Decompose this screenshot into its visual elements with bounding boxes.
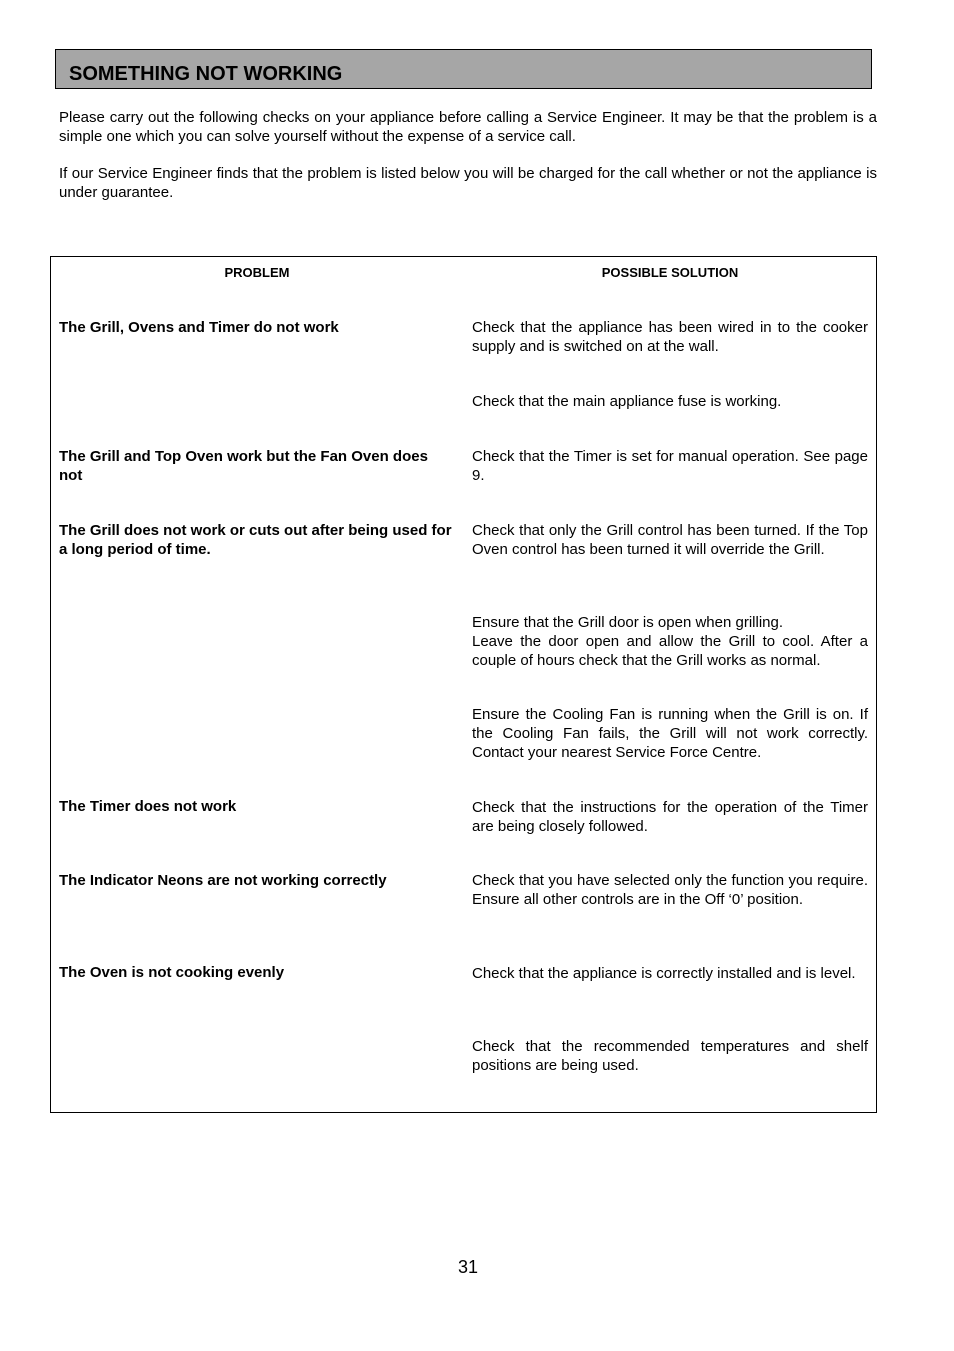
page-title: SOMETHING NOT WORKING [69, 63, 343, 85]
solution-cell: Ensure that the Grill door is open when grilling. [472, 614, 784, 631]
solution-cell: Check that the recommended temperatures and shelf positions are being used. [472, 1038, 868, 1074]
intro-paragraph: Please carry out the following checks on your appliance before calling a Service Engineer. It may be that the problem is a simple one which you can solve yourself without the expense of a service call. [59, 109, 877, 145]
solution-cell: Check that the appliance is correctly installed and is level. [472, 965, 856, 982]
solution-cell: Check that you have selected only the function you require. Ensure all other controls are in the Off ‘0’ position. [472, 872, 868, 908]
problem-cell: The Oven is not cooking evenly [59, 964, 285, 981]
intro-paragraph: If our Service Engineer finds that the problem is listed below you will be charged for the call whether or not the appliance is under guarantee. [59, 165, 877, 201]
solution-cell: Check that the Timer is set for manual operation. See page 9. [472, 448, 868, 484]
solution-cell: Check that only the Grill control has been turned. If the Top Oven control has been turned it will override the Grill. [472, 522, 868, 558]
solution-cell: Check that the appliance has been wired in to the cooker supply and is switched on at the wall. [472, 319, 868, 355]
solution-cell: Leave the door open and allow the Grill to cool. After a couple of hours check that the Grill works as normal. [472, 633, 868, 669]
page-number: 31 [457, 1257, 479, 1277]
section-header [55, 49, 872, 89]
problem-cell: The Grill and Top Oven work but the Fan Oven does not [59, 448, 428, 484]
troubleshooting-table [50, 256, 877, 1113]
solution-cell: Check that the main appliance fuse is working. [472, 393, 782, 410]
column-header-problem: PROBLEM [224, 265, 290, 280]
solution-cell: Ensure the Cooling Fan is running when the Grill is on. If the Cooling Fan fails, the Grill will not work correctly. Contact your nearest Service Force Centre. [472, 706, 868, 761]
problem-cell: The Grill does not work or cuts out after being used for a long period of time. [59, 522, 452, 558]
problem-cell: The Grill, Ovens and Timer do not work [59, 319, 339, 336]
problem-cell: The Indicator Neons are not working correctly [59, 872, 387, 889]
solution-cell: Check that the instructions for the operation of the Timer are being closely followed. [472, 799, 868, 835]
problem-cell: The Timer does not work [59, 798, 237, 815]
column-header-solution: POSSIBLE SOLUTION [601, 265, 739, 280]
